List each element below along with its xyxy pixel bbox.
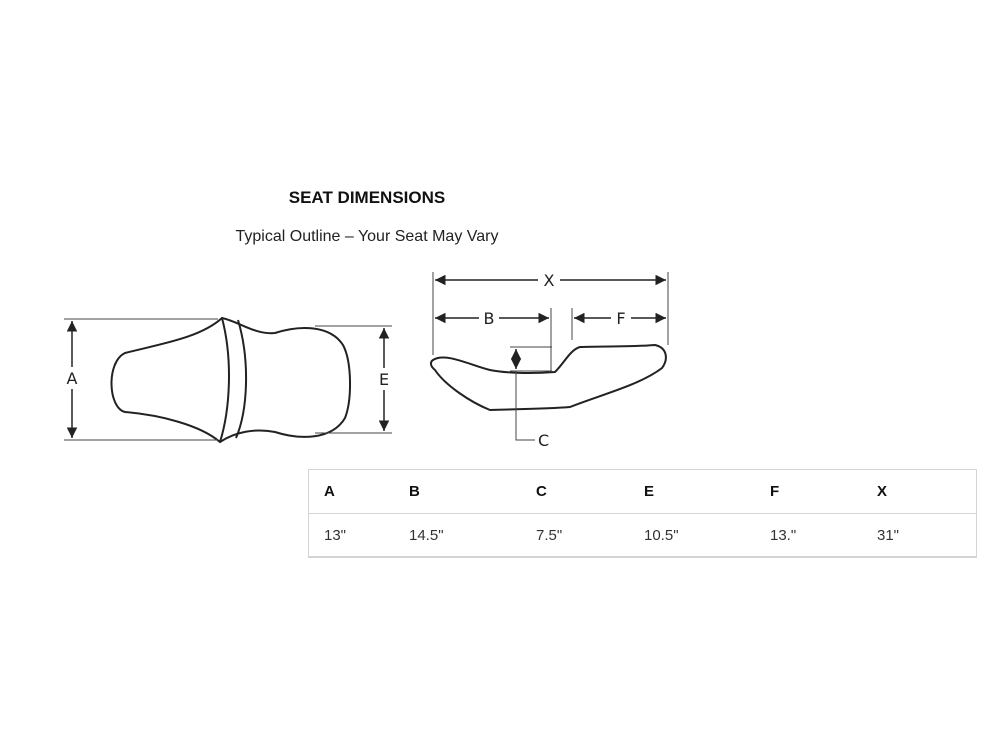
- table-cell: 7.5": [536, 514, 644, 558]
- table-header-cell: E: [644, 470, 770, 514]
- seat-side-outline: [431, 345, 666, 410]
- page-subtitle: Typical Outline – Your Seat May Vary: [235, 228, 499, 245]
- table-cell: 10.5": [644, 514, 770, 558]
- seat-top-rider-divider-line-2: [236, 320, 246, 438]
- dimensions-table: [308, 469, 977, 558]
- dim-c-label: C: [538, 431, 550, 450]
- table-header-cell: B: [409, 470, 536, 514]
- table-header-row: [308, 470, 977, 514]
- table-cell: 31": [877, 514, 977, 558]
- dim-f-label: F: [616, 309, 626, 328]
- table-header-cell: X: [877, 470, 977, 514]
- table-header-cell: F: [770, 470, 877, 514]
- seat-top-rider-divider-line: [220, 318, 229, 442]
- seat-top-outline: [111, 318, 350, 442]
- page-title: SEAT DIMENSIONS: [288, 188, 446, 207]
- seat-side-view: [431, 269, 668, 450]
- table-cell: 13": [308, 514, 409, 558]
- table-header-cell: C: [536, 470, 644, 514]
- table-cell: 14.5": [409, 514, 536, 558]
- dim-b-label: B: [483, 309, 495, 328]
- dim-x-label: X: [543, 271, 555, 290]
- dim-a-label: A: [66, 369, 78, 388]
- dim-c-leader: [516, 371, 535, 440]
- dim-e-label: E: [378, 370, 390, 389]
- seat-top-view: [62, 318, 394, 442]
- table-header-cell: A: [308, 470, 409, 514]
- table-row: [308, 514, 977, 558]
- table-cell: 13.": [770, 514, 877, 558]
